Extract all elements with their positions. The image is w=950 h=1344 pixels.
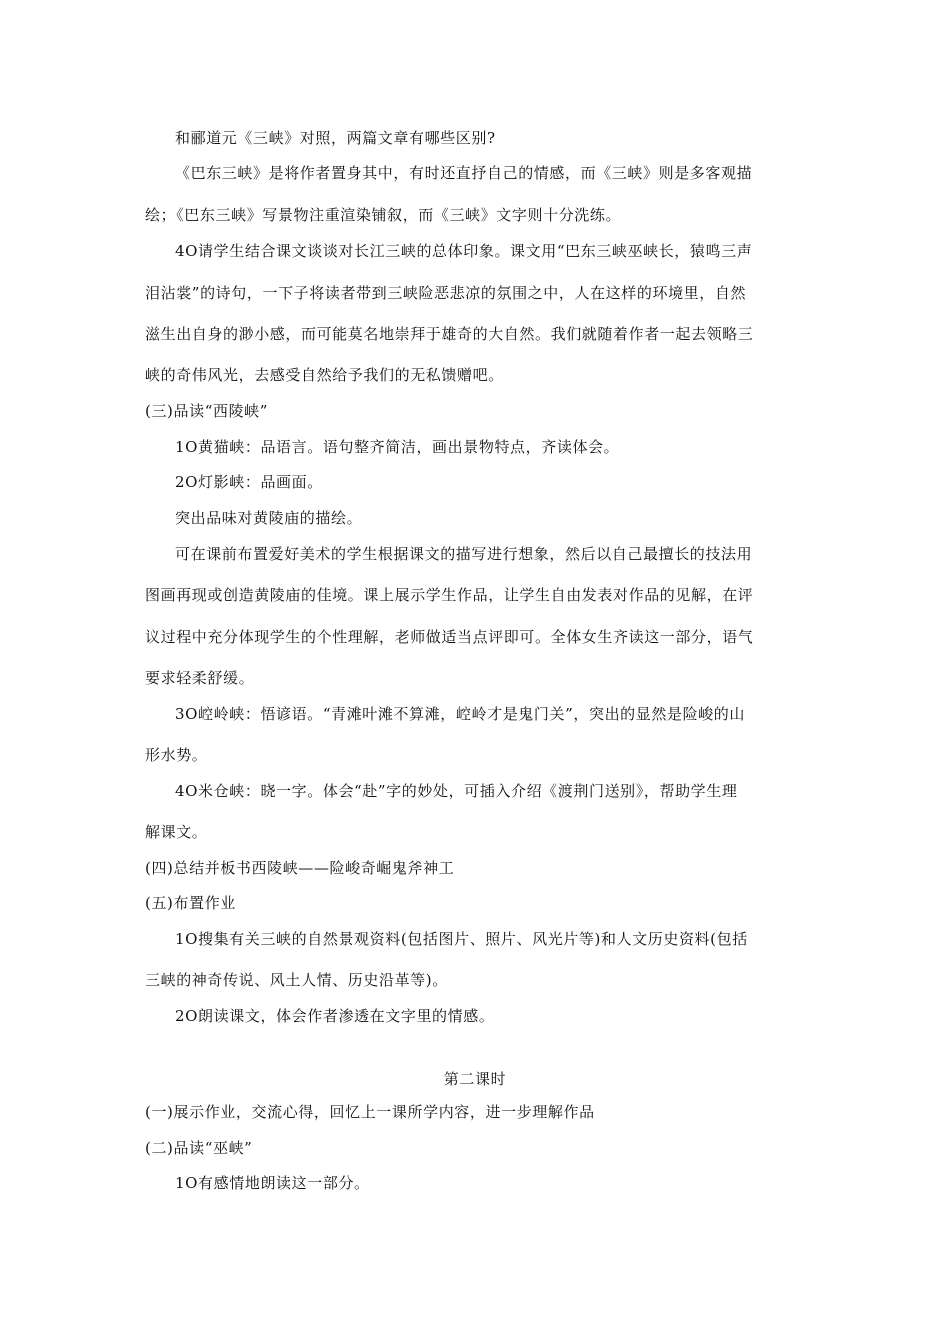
text-line: 《巴东三峡》是将作者置身其中，有时还直抒自己的情感，而《三峡》则是多客观描 xyxy=(175,164,753,182)
text-line: 滋生出自身的渺小感，而可能莫名地崇拜于雄奇的大自然。我们就随着作者一起去领略三 xyxy=(145,325,754,343)
section-heading: (四)总结并板书西陵峡——险峻奇崛鬼斧神工 xyxy=(145,859,455,877)
text-line: 泪沾裳”的诗句，一下子将读者带到三峡险恶悲凉的氛围之中，人在这样的环境里，自然 xyxy=(145,284,747,302)
text-line: 4O请学生结合课文谈谈对长江三峡的总体印象。课文用“巴东三峡巫峡长，猿鸣三声 xyxy=(175,242,753,260)
list-item: 2O灯影峡：品画面。 xyxy=(175,473,323,491)
text-line: 形水势。 xyxy=(145,746,208,764)
text-line: 和郦道元《三峡》对照，两篇文章有哪些区别? xyxy=(175,129,496,147)
text-line: 绘；《巴东三峡》写景物注重渲染铺叙，而《三峡》文字则十分洗练。 xyxy=(145,206,622,224)
text-line: 可在课前布置爱好美术的学生根据课文的描写进行想象，然后以自己最擅长的技法用 xyxy=(175,545,753,563)
list-item: 3O崆岭峡：悟谚语。“青滩叶滩不算滩，崆岭才是鬼门关”，突出的显然是险峻的山 xyxy=(175,705,745,723)
text-line: 议过程中充分体现学生的个性理解，老师做适当点评即可。全体女生齐读这一部分，语气 xyxy=(145,628,754,646)
text-line: 图画再现或创造黄陵庙的佳境。课上展示学生作品，让学生自由发表对作品的见解，在评 xyxy=(145,586,754,604)
text-line: 三峡的神奇传说、风土人情、历史沿革等)。 xyxy=(145,971,448,989)
list-item: 1O搜集有关三峡的自然景观资料(包括图片、照片、风光片等)和人文历史资料(包括 xyxy=(175,930,748,948)
section-heading: (三)品读“西陵峡” xyxy=(145,402,269,420)
lesson-title: 第二课时 xyxy=(443,1070,507,1088)
text-line: 峡的奇伟风光，去感受自然给予我们的无私馈赠吧。 xyxy=(145,366,504,384)
list-item: 2O朗读课文，体会作者渗透在文字里的情感。 xyxy=(175,1007,495,1025)
section-heading: (五)布置作业 xyxy=(145,894,236,912)
text-line: 要求轻柔舒缓。 xyxy=(145,669,255,687)
text-line: 突出品味对黄陵庙的描绘。 xyxy=(175,509,363,527)
section-heading: (二)品读“巫峡” xyxy=(145,1139,253,1157)
section-heading: (一)展示作业，交流心得，回忆上一课所学内容，进一步理解作品 xyxy=(145,1103,595,1121)
text-line: 解课文。 xyxy=(145,823,208,841)
list-item: 4O米仓峡：晓一字。体会“赴”字的妙处，可插入介绍《渡荆门送别》，帮助学生理 xyxy=(175,782,738,800)
list-item: 1O黄猫峡：品语言。语句整齐简洁，画出景物特点，齐读体会。 xyxy=(175,438,620,456)
list-item: 1O有感情地朗读这一部分。 xyxy=(175,1174,370,1192)
